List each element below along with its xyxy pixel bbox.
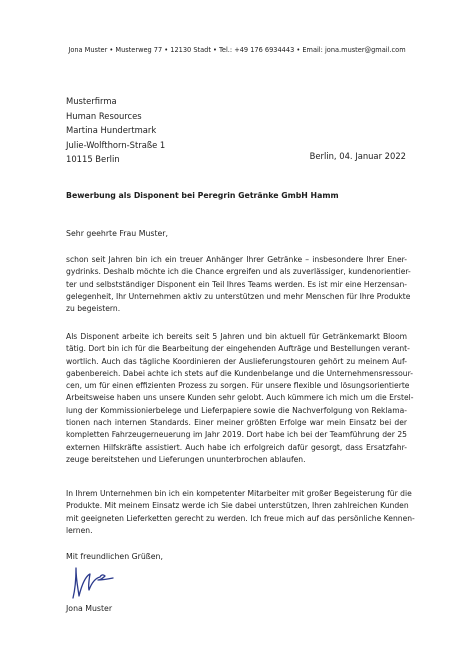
paragraph-line: gelegenheit, Ihr Unternehmen aktiv zu unterstützen und mehr Menschen für Ihre Produkte	[66, 291, 411, 301]
body-paragraph-2	[66, 331, 414, 466]
paragraph-line: ter und selbstständiger Disponent ein Teil Ihres Teams werden. Es ist mir eine Herzensan-	[66, 279, 407, 289]
paragraph-line: mit geeigneten Lieferketten gerecht zu werden. Ich freue mich auf das persönliche Kennen-	[66, 513, 415, 523]
paragraph-line: gabenbereich. Dabei achte ich stets auf die Kundenbelange und die Unternehmensressour-	[66, 368, 413, 378]
paragraph-line: externen Hilfskräfte assistiert. Auch habe ich erfolgreich dafür gesorgt, dass Ersatzfahr-	[66, 442, 407, 452]
paragraph-line: kompletten Fahrzeugerneuerung im Jahr 2019. Dort habe ich bei der Teamführung der 25	[66, 430, 407, 440]
body-paragraph-3	[66, 488, 415, 537]
closing-phrase: Mit freundlichen Grüßen,	[66, 552, 163, 561]
paragraph-line: gydrinks. Deshalb möchte ich die Chance ergreifen und als zuverlässiger, kundenorientier-	[66, 267, 411, 277]
recipient-company: Musterfirma	[66, 96, 117, 106]
paragraph-line: wortlich. Auch das tägliche Koordinieren der Auslieferungstouren gehört zu meinem Auf-	[66, 356, 407, 366]
paragraph-line: zu begeistern.	[66, 304, 121, 314]
salutation: Sehr geehrte Frau Muster,	[66, 229, 168, 238]
letter-date: Berlin, 04. Januar 2022	[309, 151, 406, 161]
paragraph-line: Als Disponent arbeite ich bereits seit 5 Jahren und bin aktuell für Getränkemarkt Bloom	[66, 332, 407, 341]
paragraph-line: Arbeitsweise haben uns unsere Kunden sehr gelobt. Auch kümmere ich mich um die Erstel-	[66, 393, 414, 403]
paragraph-line: In Ihrem Unternehmen bin ich ein kompetenter Mitarbeiter mit großer Begeisterung für die	[66, 489, 412, 498]
recipient-name: Martina Hundertmark	[66, 125, 157, 136]
body-paragraph-1	[66, 254, 411, 315]
paragraph-line: lernen.	[66, 525, 93, 535]
sender-line: Jona Muster • Musterweg 77 • 12130 Stadt • Tel.: +49 176 6934443 • Email: jona.muster@gmail.com	[68, 46, 406, 54]
recipient-city: 10115 Berlin	[66, 154, 120, 165]
subject-line: Bewerbung als Disponent bei Peregrin Getränke GmbH Hamm	[66, 191, 339, 200]
paragraph-line: tionen nach internen Standards. Einer meiner größten Erfolge war mein Einsatz bei der	[66, 418, 407, 428]
paragraph-line: Produkte. Mit meinem Einsatz werde ich Sie dabei unterstützen, Ihren zahlreichen Kunden	[66, 501, 409, 511]
signer-name: Jona Muster	[66, 604, 113, 613]
recipient-department: Human Resources	[66, 110, 142, 121]
recipient-street: Julie-Wolfthorn-Straße 1	[66, 139, 166, 150]
paragraph-line: cen, um für einen effizienten Prozess zu sorgen. Für unsere flexible und lösungsorientierte	[66, 381, 410, 391]
paragraph-line: tätig. Dort bin ich für die Bearbeitung der eingehenden Aufträge und Bestellungen verant-	[66, 344, 410, 354]
paragraph-line: schon seit Jahren bin ich ein treuer Anhänger Ihrer Getränke – insbesondere Ihrer Ener-	[66, 255, 407, 264]
paragraph-line: zeuge bereitstehen und Lieferungen ununterbrochen ablaufen.	[66, 454, 306, 464]
paragraph-line: lung der Kommissionierbelege und Lieferpapiere sowie die Nachverfolgung von Reklama-	[66, 405, 407, 415]
handwritten-signature	[64, 562, 124, 602]
